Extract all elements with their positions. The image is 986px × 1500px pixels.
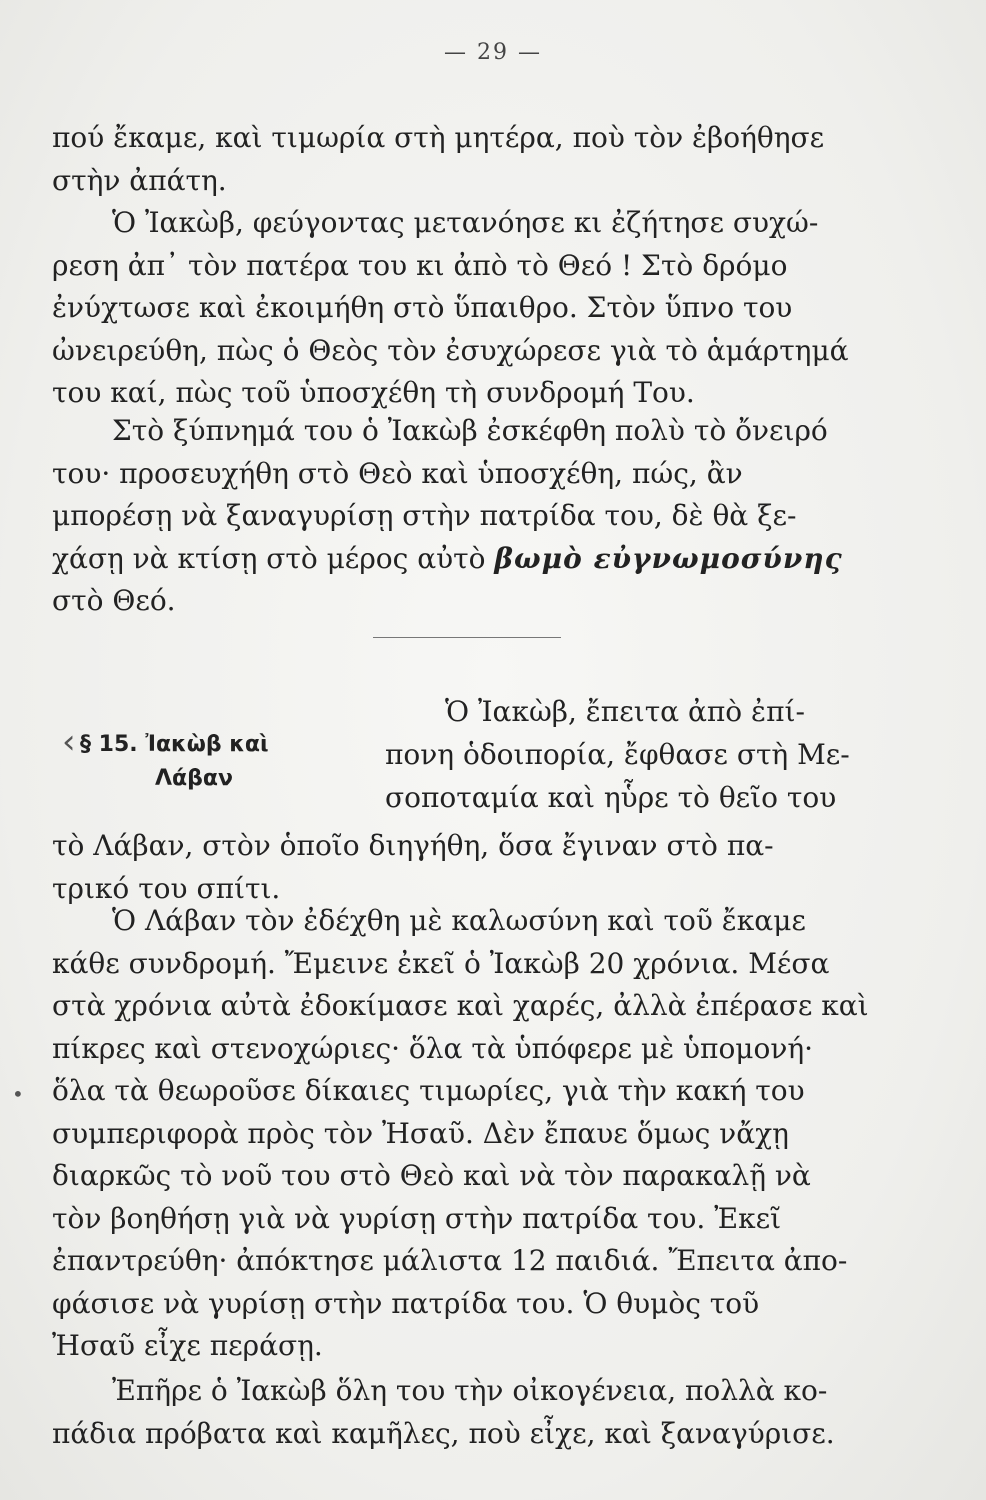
margin-bracket-mark: ‹ [62,722,76,762]
text-line: φάσισε νὰ γυρίσῃ στὴν πατρίδα του. Ὁ θυμὸς τοῦ [52,1286,760,1320]
text-line: στὴν ἀπάτη. [52,163,227,197]
text-line: πού ἔκαμε, καὶ τιμωρία στὴ μητέρα, ποὺ τὸν ἐβοήθησε [52,121,825,154]
page-number: — 29 — [444,40,542,65]
text-line: διαρκῶς τὸ νοῦ του στὸ Θεὸ καὶ νὰ τὸν παρακαλῇ νὰ [52,1159,811,1192]
text-line: ὠνειρεύθη, πὼς ὁ Θεὸς τὸν ἐσυχώρεσε γιὰ τὸ ἁμάρτημά [52,333,849,367]
text-line: ρεση ἀπ᾽ τὸν πατέρα του κι ἀπὸ τὸ Θεό ! Στὸ δρόμο [52,248,788,282]
text-line: κάθε συνδρομή. Ἔμεινε ἐκεῖ ὁ Ἰακὼβ 20 χρόνια. Μέσα [52,946,830,980]
paragraph-2 [52,410,852,623]
text-line: μπορέσῃ νὰ ξαναγυρίσῃ στὴν πατρίδα του, δὲ θὰ ξε- [52,499,797,532]
text-line: τὸν βοηθήσῃ γιὰ νὰ γυρίσῃ στὴν πατρίδα του. Ἐκεῖ [52,1201,782,1235]
text-fragment: χάσῃ νὰ κτίσῃ στὸ μέρος αὐτὸ [52,541,495,575]
section-divider [373,637,561,638]
text-line: πονη ὁδοιπορία, ἔφθασε στὴ Με- [385,738,850,771]
section-title-line-2: Λάβαν [155,766,233,791]
section-heading [80,728,340,796]
text-line: τρικό του σπίτι. [52,871,281,905]
margin-dot-mark: • [12,1082,24,1106]
text-line: Ὁ Ἰακὼβ, ἔπειτα ἀπὸ ἐπί- [445,695,805,728]
text-line: στὰ χρόνια αὐτὰ ἐδοκίμασε καὶ χαρές, ἀλλὰ ἐπέρασε καὶ [52,989,869,1022]
text-line: ἐπαντρεύθη· ἀπόκτησε μάλιστα 12 παιδιά. Ἔπειτα ἀπο- [52,1244,848,1277]
text-line: σοποταμία καὶ ηὗρε τὸ θεῖο του [385,781,837,814]
paragraph-1 [52,117,852,415]
emphasized-phrase: βωμὸ εὐγνωμοσύνης [494,541,843,575]
paragraph-5 [52,1370,852,1455]
text-line: στὸ Θεό. [52,584,176,617]
text-line: πάδια πρόβατα καὶ καμῆλες, ποὺ εἶχε, καὶ ξαναγύρισε. [52,1416,835,1450]
text-line: ὅλα τὰ θεωροῦσε δίκαιες τιμωρίες, γιὰ τὴν κακή του [52,1074,805,1107]
section-number: § 15. [80,732,138,757]
text-line: ἐνύχτωσε καὶ ἐκοιμήθη στὸ ὕπαιθρο. Στὸν ὕπνο του [52,291,793,324]
paragraph-4 [52,900,869,1368]
text-line: Ἠσαῦ εἶχε περάσῃ. [52,1329,323,1362]
side-text [385,690,855,819]
text-line: πίκρες καὶ στενοχώριες· ὅλα τὰ ὑπόφερε μὲ ὑπομονή· [52,1031,814,1065]
text-line: του· προσευχήθη στὸ Θεὸ καὶ ὑποσχέθη, πώς, ἂν [52,456,743,490]
paragraph-3 [52,825,852,910]
text-line: Ὁ Λάβαν τὸν ἐδέχθη μὲ καλωσύνη καὶ τοῦ ἔκαμε [112,904,806,937]
text-line: Στὸ ξύπνημά του ὁ Ἰακὼβ ἐσκέφθη πολὺ τὸ ὄνειρό [112,414,828,447]
text-line: Ἐπῆρε ὁ Ἰακὼβ ὅλη του τὴν οἰκογένεια, πολλὰ κο- [112,1374,828,1407]
text-line: του καί, πὼς τοῦ ὑποσχέθη τὴ συνδρομή Του. [52,376,695,409]
text-line: συμπεριφορὰ πρὸς τὸν Ἠσαῦ. Δὲν ἔπαυε ὅμως νἄχῃ [52,1116,789,1150]
text-line: Ὁ Ἰακὼβ, φεύγοντας μετανόησε κι ἐζήτησε συχώ- [112,206,819,239]
text-line [52,538,852,581]
text-line: τὸ Λάβαν, στὸν ὁποῖο διηγήθη, ὅσα ἔγιναν στὸ πα- [52,829,774,862]
section-title-line-1: Ἰακὼβ καὶ [145,732,269,757]
